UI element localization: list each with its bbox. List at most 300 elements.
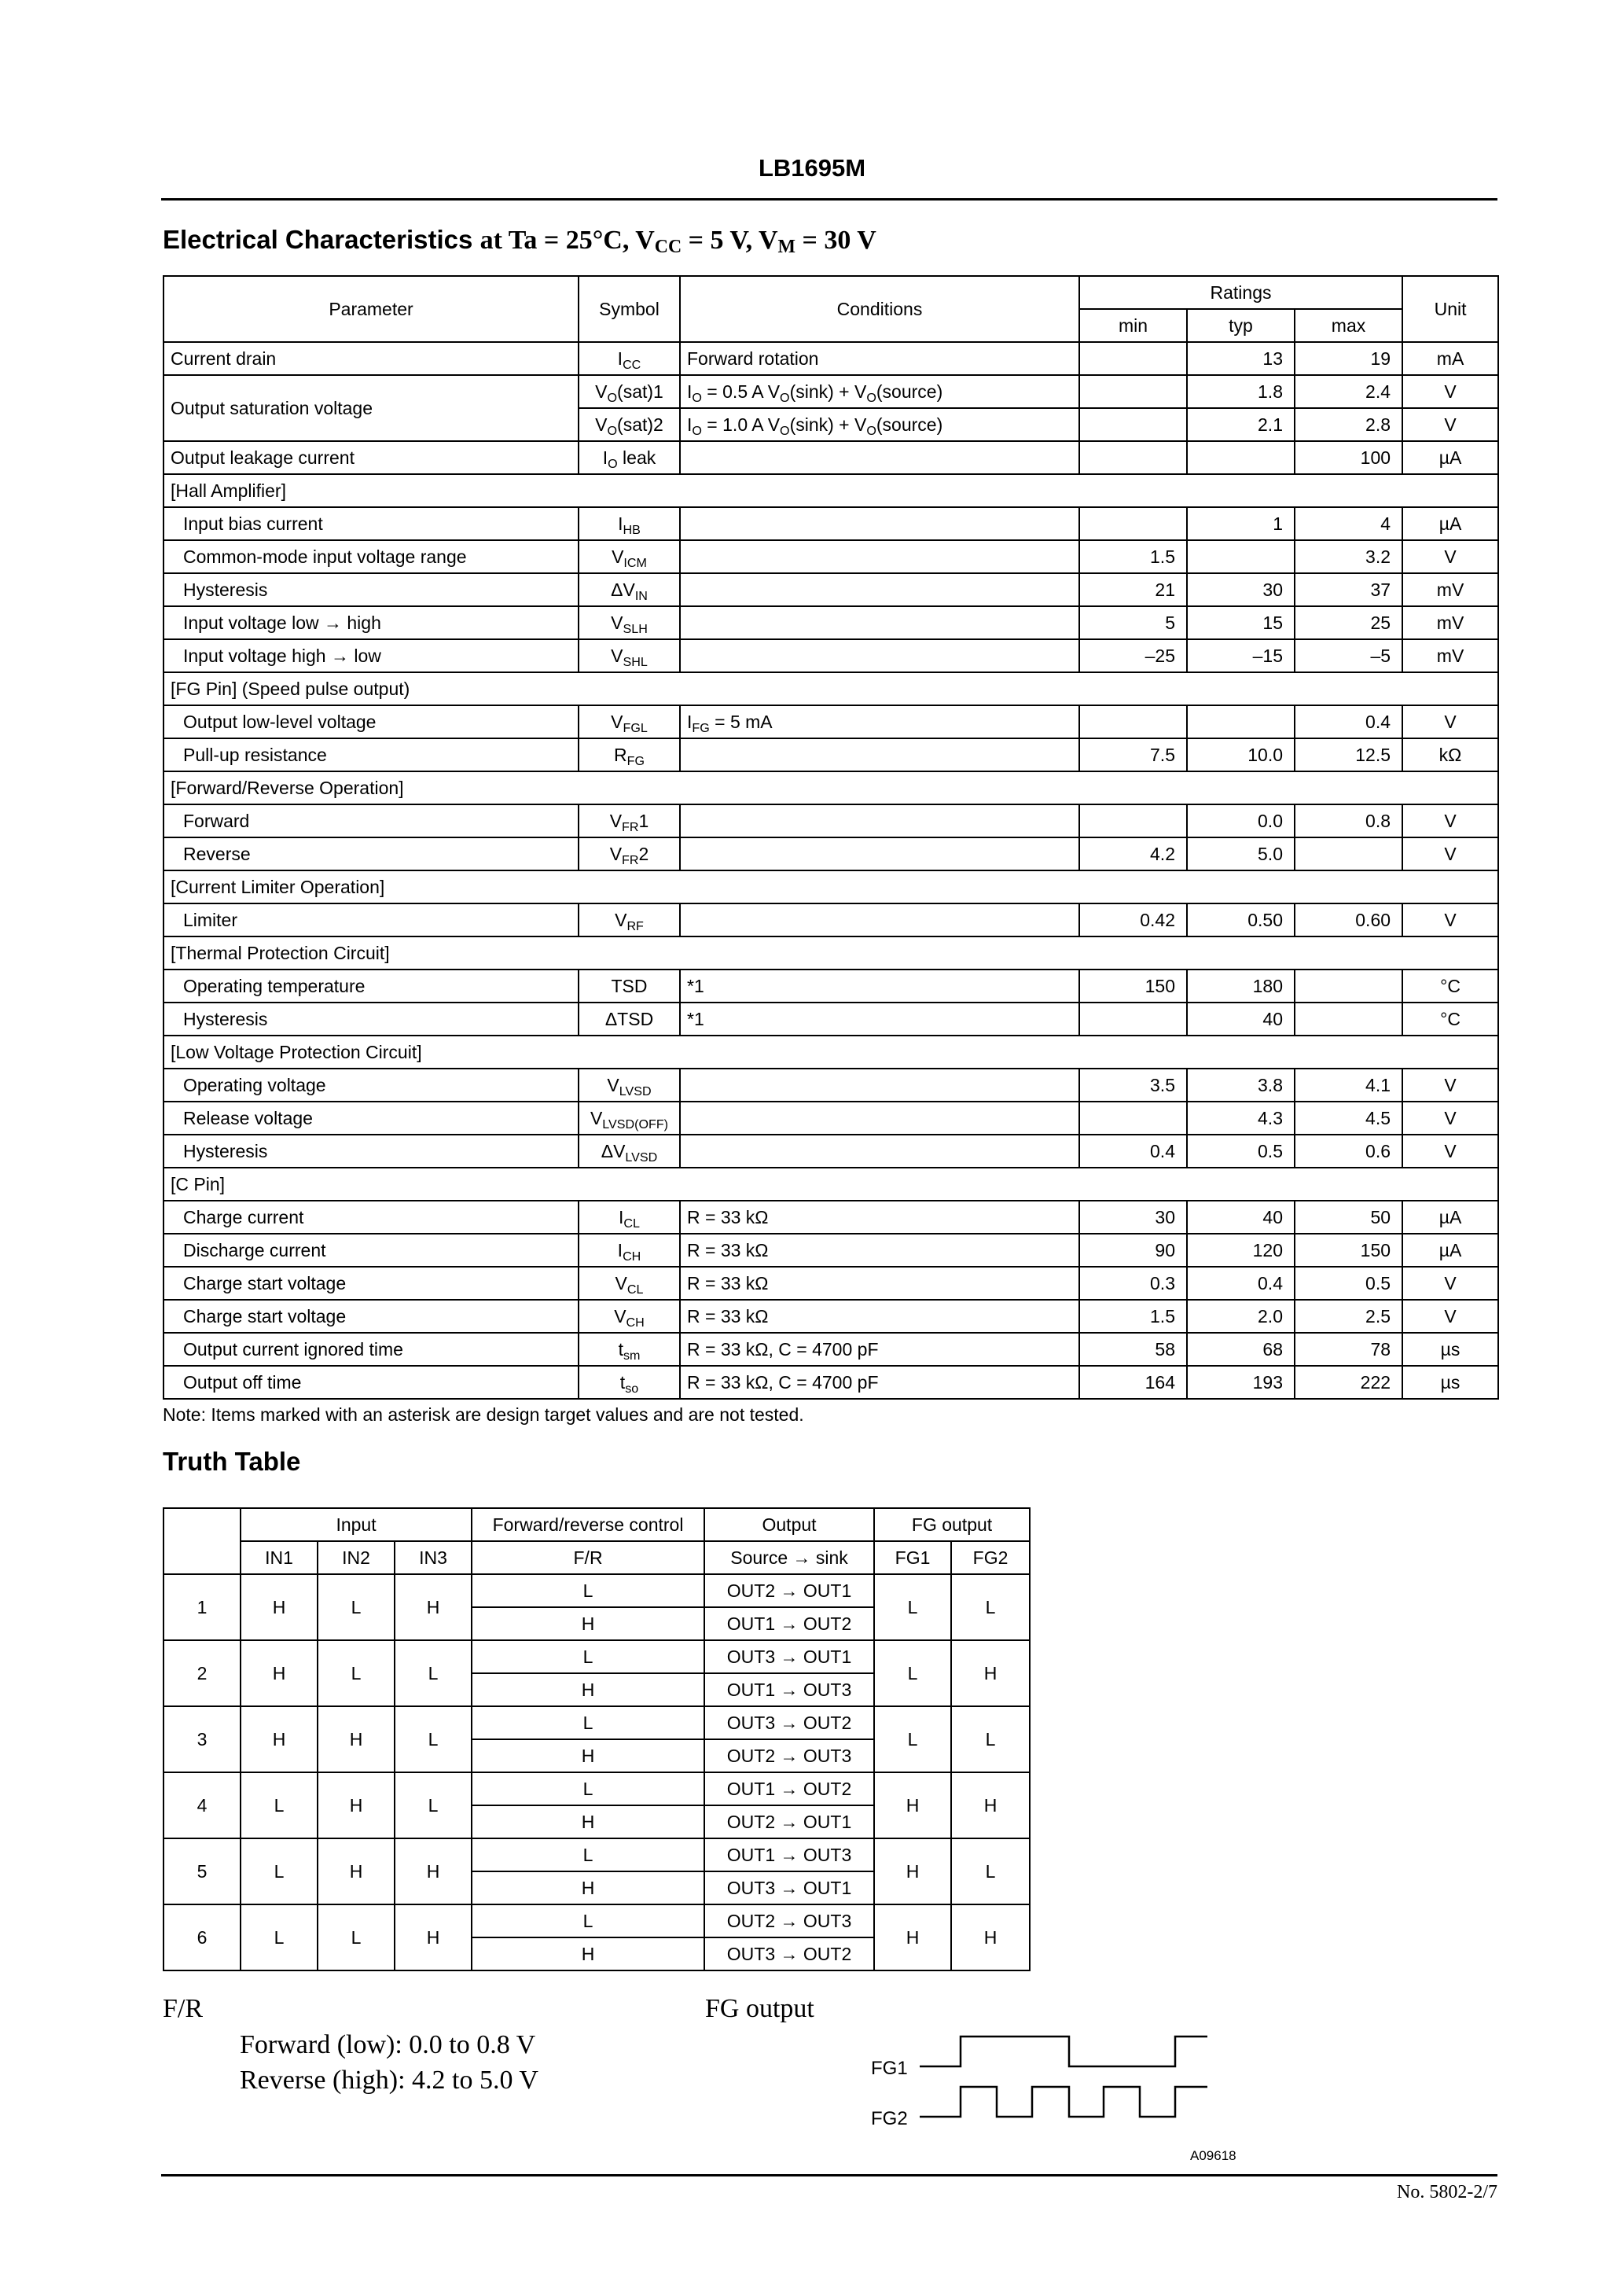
fg2-value: L [951,1574,1030,1640]
table-row [164,1267,1498,1300]
symbol-cell: $V_{FR}2$ [579,837,680,870]
truth-table-title: Truth Table [163,1447,301,1476]
in1-value: L [241,1772,318,1838]
in2-value: L [318,1574,395,1640]
in1-value: H [241,1574,318,1640]
output-value: OUT3 → OUT1 [704,1640,874,1673]
typ-value [1187,705,1295,738]
header-in3: IN3 [395,1541,472,1574]
typ-value: 0.50 [1187,903,1295,936]
min-value: 21 [1079,573,1187,606]
conditions-cell [680,606,1079,639]
symbol-cell: $I_{HB}$ [579,507,680,540]
fg1-value: L [874,1574,951,1640]
unit-cell: V [1402,1102,1498,1135]
fr-value: L [472,1640,704,1673]
row-number: 1 [164,1574,241,1640]
conditions-cell: R = 33 kΩ [680,1267,1079,1300]
fr-value: H [472,1805,704,1838]
min-value: 0.3 [1079,1267,1187,1300]
output-value: OUT1 → OUT2 [704,1607,874,1640]
fr-forward: Forward (low): 0.0 to 0.8 V [240,2030,536,2059]
max-value: 0.6 [1295,1135,1402,1168]
section-label: [Thermal Protection Circuit] [164,936,1498,970]
in2-value: L [318,1904,395,1970]
fg2-value: L [951,1706,1030,1772]
parameter-cell: Output current ignored time [164,1333,579,1366]
fr-value: H [472,1739,704,1772]
header-fg2: FG2 [951,1541,1030,1574]
max-value: 2.8 [1295,408,1402,441]
header-fg1: FG1 [874,1541,951,1574]
in3-value: H [395,1904,472,1970]
in2-value: L [318,1640,395,1706]
symbol-cell: $V_{LVSD(OFF)}$ [579,1102,680,1135]
max-value: 50 [1295,1201,1402,1234]
min-value [1079,705,1187,738]
table-row [164,1102,1498,1135]
symbol-cell: $V_{FR}1$ [579,804,680,837]
header-output: Output [704,1508,874,1541]
row-number: 3 [164,1706,241,1772]
fg2-waveform [920,2087,1207,2117]
parameter-cell: Forward [164,804,579,837]
fr-value: L [472,1772,704,1805]
max-value: 0.60 [1295,903,1402,936]
typ-value: 0.0 [1187,804,1295,837]
symbol-cell: ΔTSD [579,1003,680,1036]
min-value: 7.5 [1079,738,1187,771]
header-input: Input [241,1508,472,1541]
parameter-cell: Discharge current [164,1234,579,1267]
min-value: 58 [1079,1333,1187,1366]
max-value: 2.5 [1295,1300,1402,1333]
unit-cell: µA [1402,441,1498,474]
max-value: 222 [1295,1366,1402,1399]
header-typ: typ [1187,309,1295,342]
min-value: 3.5 [1079,1069,1187,1102]
fr-value: H [472,1937,704,1970]
typ-value: 0.5 [1187,1135,1295,1168]
conditions-cell [680,1102,1079,1135]
symbol-cell: $V_{FGL}$ [579,705,680,738]
min-value [1079,804,1187,837]
table-row [164,705,1498,738]
header-rule [161,198,1497,201]
section-label: [FG Pin] (Speed pulse output) [164,672,1498,705]
diagram-ref: A09618 [1190,2148,1236,2163]
in1-value: L [241,1904,318,1970]
section-row [164,672,1498,705]
min-value [1079,408,1187,441]
output-value: OUT3 → OUT2 [704,1937,874,1970]
unit-cell: µs [1402,1333,1498,1366]
table-row [164,573,1498,606]
table-row [164,375,1498,408]
table-row [164,1135,1498,1168]
max-value: 25 [1295,606,1402,639]
parameter-cell: Output off time [164,1366,579,1399]
fg2-value: H [951,1772,1030,1838]
table-row [164,1234,1498,1267]
max-value: 3.2 [1295,540,1402,573]
parameter-cell: Common-mode input voltage range [164,540,579,573]
conditions-cell: R = 33 kΩ [680,1234,1079,1267]
truth-subheader-row [164,1541,1030,1574]
parameter-cell: Hysteresis [164,1003,579,1036]
ec-title-conditions: at Ta = 25°C, $V_{CC} = 5$ V, $V_M = 30$ V [479,226,876,257]
symbol-cell: $V_{CH}$ [579,1300,680,1333]
fr-reverse: Reverse (high): 4.2 to 5.0 V [240,2066,538,2095]
min-value: 1.5 [1079,1300,1187,1333]
max-value: 100 [1295,441,1402,474]
symbol-cell: $t_{sm}$ [579,1333,680,1366]
typ-value: 0.4 [1187,1267,1295,1300]
typ-value: 180 [1187,970,1295,1003]
max-value: 37 [1295,573,1402,606]
fg1-value: H [874,1838,951,1904]
symbol-cell: $V_{SHL}$ [579,639,680,672]
row-number: 2 [164,1640,241,1706]
max-value: 150 [1295,1234,1402,1267]
output-value: OUT2 → OUT1 [704,1805,874,1838]
parameter-cell: Charge start voltage [164,1300,579,1333]
min-value: –25 [1079,639,1187,672]
truth-row [164,1772,1030,1805]
max-value: 4 [1295,507,1402,540]
header-fr: F/R [472,1541,704,1574]
typ-value: –15 [1187,639,1295,672]
parameter-cell: Limiter [164,903,579,936]
symbol-cell: $\Delta V_{IN}$ [579,573,680,606]
parameter-cell: Operating temperature [164,970,579,1003]
unit-cell: V [1402,1300,1498,1333]
ec-header-row [164,276,1498,309]
header-in2: IN2 [318,1541,395,1574]
table-row [164,1333,1498,1366]
typ-value: 1.8 [1187,375,1295,408]
max-value: 0.4 [1295,705,1402,738]
output-value: OUT2 → OUT1 [704,1574,874,1607]
conditions-cell: *1 [680,970,1079,1003]
table-row [164,738,1498,771]
typ-value: 40 [1187,1201,1295,1234]
section-row [164,771,1498,804]
header-symbol: Symbol [579,276,680,342]
header-fg-output: FG output [874,1508,1030,1541]
in2-value: H [318,1772,395,1838]
symbol-cell: $t_{so}$ [579,1366,680,1399]
output-value: OUT1 → OUT3 [704,1673,874,1706]
typ-value: 30 [1187,573,1295,606]
header-blank [164,1508,241,1574]
conditions-cell: R = 33 kΩ, C = 4700 pF [680,1333,1079,1366]
section-label: [Current Limiter Operation] [164,870,1498,903]
in2-value: H [318,1838,395,1904]
conditions-cell [680,903,1079,936]
unit-cell: V [1402,804,1498,837]
unit-cell: mV [1402,573,1498,606]
truth-header-row [164,1508,1030,1541]
symbol-cell: $V_{CL}$ [579,1267,680,1300]
table-row [164,970,1498,1003]
conditions-cell [680,738,1079,771]
parameter-cell: Reverse [164,837,579,870]
symbol-cell: $I_O$ leak [579,441,680,474]
output-value: OUT2 → OUT3 [704,1904,874,1937]
min-value [1079,375,1187,408]
row-number: 5 [164,1838,241,1904]
parameter-cell: Operating voltage [164,1069,579,1102]
max-value [1295,837,1402,870]
conditions-cell [680,1069,1079,1102]
unit-cell: V [1402,540,1498,573]
conditions-cell [680,804,1079,837]
conditions-cell: R = 33 kΩ [680,1300,1079,1333]
min-value: 150 [1079,970,1187,1003]
min-value: 5 [1079,606,1187,639]
parameter-cell: Input voltage low → high [164,606,579,639]
min-value [1079,507,1187,540]
ec-title [163,225,876,256]
table-row [164,804,1498,837]
output-value: OUT3 → OUT2 [704,1706,874,1739]
parameter-cell: Hysteresis [164,1135,579,1168]
fg1-value: H [874,1772,951,1838]
fr-title: F/R [163,1994,204,2023]
unit-cell: V [1402,1267,1498,1300]
unit-cell: V [1402,1135,1498,1168]
output-value: OUT2 → OUT3 [704,1739,874,1772]
symbol-cell: $V_{ICM}$ [579,540,680,573]
truth-row [164,1640,1030,1673]
typ-value: 13 [1187,342,1295,375]
header-min: min [1079,309,1187,342]
unit-cell: V [1402,1069,1498,1102]
header-parameter: Parameter [164,276,579,342]
table-row [164,441,1498,474]
conditions-cell [680,1135,1079,1168]
header-in1: IN1 [241,1541,318,1574]
unit-cell: mA [1402,342,1498,375]
min-value: 1.5 [1079,540,1187,573]
table-row [164,606,1498,639]
conditions-cell [680,573,1079,606]
symbol-cell: $I_{CH}$ [579,1234,680,1267]
unit-cell: mV [1402,606,1498,639]
fr-value: L [472,1904,704,1937]
unit-cell: °C [1402,1003,1498,1036]
fg-output-title: FG output [705,1994,814,2023]
parameter-cell: Pull-up resistance [164,738,579,771]
min-value: 30 [1079,1201,1187,1234]
section-label: [C Pin] [164,1168,1498,1201]
parameter-cell: Output low-level voltage [164,705,579,738]
fr-value: H [472,1871,704,1904]
in2-value: H [318,1706,395,1772]
typ-value: 40 [1187,1003,1295,1036]
table-row [164,1300,1498,1333]
row-number: 4 [164,1772,241,1838]
parameter-cell: Input bias current [164,507,579,540]
unit-cell: V [1402,903,1498,936]
max-value: 4.1 [1295,1069,1402,1102]
fr-value: L [472,1574,704,1607]
min-value: 0.42 [1079,903,1187,936]
typ-value [1187,441,1295,474]
min-value [1079,1102,1187,1135]
max-value: 0.8 [1295,804,1402,837]
truth-row [164,1838,1030,1871]
table-row [164,507,1498,540]
fr-value: L [472,1706,704,1739]
typ-value: 5.0 [1187,837,1295,870]
typ-value: 68 [1187,1333,1295,1366]
output-value: OUT3 → OUT1 [704,1871,874,1904]
min-value [1079,441,1187,474]
typ-value: 2.0 [1187,1300,1295,1333]
section-row [164,1036,1498,1069]
ec-note: Note: Items marked with an asterisk are design target values and are not tested. [163,1404,804,1425]
table-row [164,639,1498,672]
symbol-cell: $V_{LVSD}$ [579,1069,680,1102]
fg1-waveform [920,2037,1207,2066]
in3-value: L [395,1640,472,1706]
in1-value: H [241,1640,318,1706]
header-conditions: Conditions [680,276,1079,342]
typ-value: 3.8 [1187,1069,1295,1102]
typ-value: 15 [1187,606,1295,639]
header-unit: Unit [1402,276,1498,342]
in3-value: L [395,1772,472,1838]
unit-cell: V [1402,705,1498,738]
fg2-value: H [951,1904,1030,1970]
symbol-cell: TSD [579,970,680,1003]
section-label: [Forward/Reverse Operation] [164,771,1498,804]
conditions-cell [680,507,1079,540]
typ-value [1187,540,1295,573]
in3-value: L [395,1706,472,1772]
fg1-label: FG1 [871,2058,908,2079]
table-row [164,1003,1498,1036]
max-value: 4.5 [1295,1102,1402,1135]
in1-value: H [241,1706,318,1772]
conditions-cell [680,639,1079,672]
max-value [1295,1003,1402,1036]
section-label: [Low Voltage Protection Circuit] [164,1036,1498,1069]
typ-value: 193 [1187,1366,1295,1399]
electrical-characteristics-table [163,275,1499,1400]
min-value: 90 [1079,1234,1187,1267]
min-value: 0.4 [1079,1135,1187,1168]
table-row [164,1069,1498,1102]
fr-value: H [472,1607,704,1640]
section-row [164,1168,1498,1201]
parameter-cell: Output leakage current [164,441,579,474]
conditions-cell: *1 [680,1003,1079,1036]
symbol-cell: $\Delta V_{LVSD}$ [579,1135,680,1168]
unit-cell: V [1402,375,1498,408]
conditions-cell: $I_{FG} = 5$ mA [680,705,1079,738]
max-value [1295,970,1402,1003]
table-row [164,903,1498,936]
fr-value: H [472,1673,704,1706]
conditions-cell [680,540,1079,573]
section-label: [Hall Amplifier] [164,474,1498,507]
table-row [164,540,1498,573]
symbol-cell: $I_{CC}$ [579,342,680,375]
unit-cell: µA [1402,1234,1498,1267]
symbol-cell: $R_{FG}$ [579,738,680,771]
parameter-cell: Charge start voltage [164,1267,579,1300]
fg1-value: H [874,1904,951,1970]
min-value: 164 [1079,1366,1187,1399]
conditions-cell: R = 33 kΩ [680,1201,1079,1234]
table-row [164,342,1498,375]
max-value: 78 [1295,1333,1402,1366]
fr-value: L [472,1838,704,1871]
max-value: 0.5 [1295,1267,1402,1300]
fg-waveform-diagram [857,2017,1297,2166]
parameter-cell: Output saturation voltage [164,375,579,441]
typ-value: 1 [1187,507,1295,540]
symbol-cell: $V_{SLH}$ [579,606,680,639]
table-row [164,837,1498,870]
typ-value: 4.3 [1187,1102,1295,1135]
max-value: 19 [1295,342,1402,375]
fg2-label: FG2 [871,2108,908,2129]
header-max: max [1295,309,1402,342]
parameter-cell: Input voltage high → low [164,639,579,672]
in3-value: H [395,1838,472,1904]
ec-title-text: Electrical Characteristics [163,225,473,254]
min-value [1079,1003,1187,1036]
truth-row [164,1706,1030,1739]
typ-value: 10.0 [1187,738,1295,771]
row-number: 6 [164,1904,241,1970]
unit-cell: µs [1402,1366,1498,1399]
min-value [1079,342,1187,375]
unit-cell: V [1402,837,1498,870]
fg1-value: L [874,1640,951,1706]
output-value: OUT1 → OUT2 [704,1772,874,1805]
page-title: LB1695M [758,154,866,182]
min-value: 4.2 [1079,837,1187,870]
table-row [164,1201,1498,1234]
fg2-value: H [951,1640,1030,1706]
truth-table [163,1507,1031,1971]
footer-rule [161,2174,1497,2176]
conditions-cell: R = 33 kΩ, C = 4700 pF [680,1366,1079,1399]
table-row [164,1366,1498,1399]
parameter-cell: Hysteresis [164,573,579,606]
max-value: 2.4 [1295,375,1402,408]
parameter-cell: Charge current [164,1201,579,1234]
unit-cell: µA [1402,507,1498,540]
header-source-sink: Source → sink [704,1541,874,1574]
unit-cell: mV [1402,639,1498,672]
in1-value: L [241,1838,318,1904]
unit-cell: µA [1402,1201,1498,1234]
typ-value: 120 [1187,1234,1295,1267]
symbol-cell: $I_{CL}$ [579,1201,680,1234]
truth-row [164,1574,1030,1607]
unit-cell: kΩ [1402,738,1498,771]
section-row [164,870,1498,903]
conditions-cell: Forward rotation [680,342,1079,375]
conditions-cell: $I_O = 0.5$ A $V_O(\sin k)$ + $V_O(source)$ [680,375,1079,408]
in3-value: H [395,1574,472,1640]
